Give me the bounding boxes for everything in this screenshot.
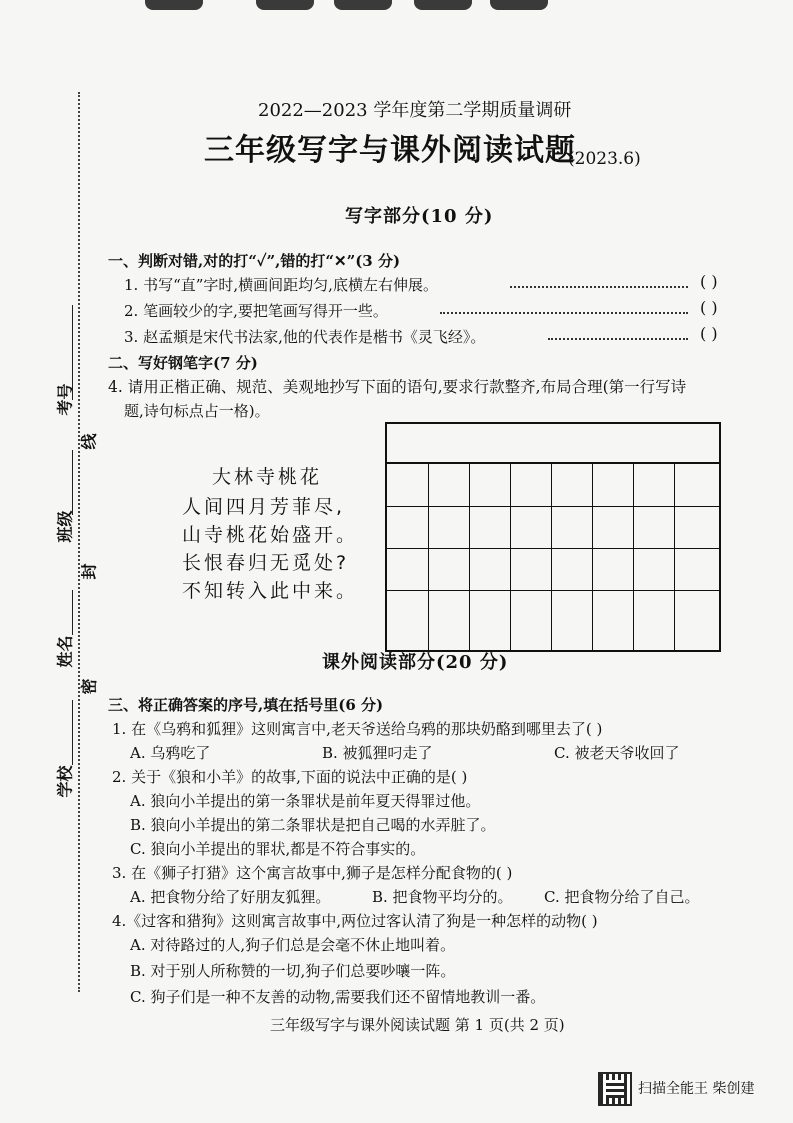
grid-column-line — [592, 464, 593, 650]
grid-column-line — [428, 464, 429, 650]
q2-instruction-line2: 题,诗句标点占一格)。 — [124, 402, 270, 420]
q3-label: 三、将正确答案的序号,填在括号里(6 分) — [108, 696, 384, 714]
question-3-option-c[interactable]: C. 把食物分给了自己。 — [544, 888, 700, 906]
grid-column-line — [510, 464, 511, 650]
exam-title: 三年级写字与课外阅读试题 — [204, 133, 576, 168]
leader-dots — [548, 338, 688, 340]
q1-item-3: 3. 赵孟頫是宋代书法家,他的代表作是楷书《灵飞经》。 — [124, 328, 486, 346]
question-1-stem: 1. 在《乌鸦和狐狸》这则寓言中,老天爷送给乌鸦的那块奶酪到哪里去了( ) — [112, 720, 603, 738]
grid-row-line — [387, 548, 719, 549]
school-underline — [72, 700, 73, 765]
question-1-option-c[interactable]: C. 被老天爷收回了 — [554, 744, 680, 762]
question-1-option-a[interactable]: A. 乌鸦吃了 — [130, 744, 211, 762]
question-3-option-a[interactable]: A. 把食物分给了好朋友狐狸。 — [130, 888, 331, 906]
answer-paren-1[interactable]: ( ) — [700, 272, 718, 291]
question-4-stem: 4.《过客和猎狗》这则寓言故事中,两位过客认清了狗是一种怎样的动物( ) — [112, 912, 598, 930]
binding-secret-mark: 密 — [79, 678, 99, 695]
leader-dots — [510, 286, 688, 288]
answer-paren-3[interactable]: ( ) — [700, 324, 718, 343]
name-underline — [72, 590, 73, 635]
page-footer: 三年级写字与课外阅读试题 第 1 页(共 2 页) — [270, 1016, 565, 1034]
exam-date: (2023.6) — [568, 149, 641, 169]
poem-line-3: 长恨春归无觅处? — [182, 552, 350, 574]
q1-label: 一、判断对错,对的打“✓”,错的打“✕”(3 分) — [108, 252, 401, 270]
scan-edge-mark — [490, 0, 548, 10]
poem-title: 大林寺桃花 — [212, 466, 323, 488]
term-line: 2022—2023 学年度第二学期质量调研 — [258, 100, 572, 121]
question-3-option-b[interactable]: B. 把食物平均分的。 — [372, 888, 513, 906]
grid-row-line — [387, 590, 719, 591]
binding-line-mark: 线 — [79, 433, 99, 450]
poem-line-4: 不知转入此中来。 — [182, 580, 359, 602]
qr-code-icon — [598, 1072, 632, 1106]
name-label: 姓名 — [55, 635, 75, 668]
poem-line-2: 山寺桃花始盛开。 — [182, 524, 359, 546]
grid-row-line — [387, 506, 719, 507]
question-2-option-b[interactable]: B. 狼向小羊提出的第二条罪状是把自己喝的水弄脏了。 — [130, 816, 496, 834]
question-2-option-c[interactable]: C. 狼向小羊提出的罪状,都是不符合事实的。 — [130, 840, 426, 858]
scan-edge-mark — [145, 0, 203, 10]
binding-seal-mark: 封 — [79, 563, 99, 580]
exam-number-label: 考号 — [55, 383, 75, 416]
grid-column-line — [674, 464, 675, 650]
grid-column-line — [633, 464, 634, 650]
question-1-option-b[interactable]: B. 被狐狸叼走了 — [322, 744, 433, 762]
question-2-option-a[interactable]: A. 狼向小羊提出的第一条罪状是前年夏天得罪过他。 — [130, 792, 481, 810]
q2-instruction-line1: 4. 请用正楷正确、规范、美观地抄写下面的语句,要求行款整齐,布局合理(第一行写诗 — [108, 378, 687, 396]
writing-section-heading: 写字部分(10 分) — [345, 206, 494, 227]
question-2-stem: 2. 关于《狼和小羊》的故事,下面的说法中正确的是( ) — [112, 768, 468, 786]
grid-column-line — [469, 464, 470, 650]
school-label: 学校 — [55, 765, 75, 798]
q2-label: 二、写好钢笔字(7 分) — [108, 354, 258, 372]
scan-edge-mark — [334, 0, 392, 10]
scanner-top-edge — [0, 0, 793, 14]
answer-paren-2[interactable]: ( ) — [700, 298, 718, 317]
scan-edge-mark — [256, 0, 314, 10]
exam-number-underline — [72, 305, 73, 400]
question-4-option-b[interactable]: B. 对于别人所称赞的一切,狗子们总要吵嚷一阵。 — [130, 962, 456, 980]
question-3-stem: 3. 在《狮子打猎》这个寓言故事中,狮子是怎样分配食物的( ) — [112, 864, 513, 882]
class-underline — [72, 450, 73, 515]
scan-edge-mark — [414, 0, 472, 10]
q1-item-1: 1. 书写“直”字时,横画间距均匀,底横左右伸展。 — [124, 276, 438, 294]
q1-item-2: 2. 笔画较少的字,要把笔画写得开一些。 — [124, 302, 388, 320]
grid-cells[interactable] — [385, 462, 721, 652]
class-label: 班级 — [55, 510, 75, 543]
leader-dots — [440, 312, 688, 314]
question-4-option-a[interactable]: A. 对待路过的人,狗子们总是会毫不休止地叫着。 — [130, 936, 456, 954]
reading-section-heading: 课外阅读部分(20 分) — [322, 652, 509, 673]
question-4-option-c[interactable]: C. 狗子们是一种不友善的动物,需要我们还不留情地教训一番。 — [130, 988, 546, 1006]
binding-dotted-line — [78, 92, 80, 992]
poem-line-1: 人间四月芳菲尽, — [182, 496, 346, 518]
grid-column-line — [551, 464, 552, 650]
scan-watermark: 扫描全能王 柴创建 — [638, 1081, 755, 1097]
grid-title-row[interactable] — [385, 422, 721, 464]
